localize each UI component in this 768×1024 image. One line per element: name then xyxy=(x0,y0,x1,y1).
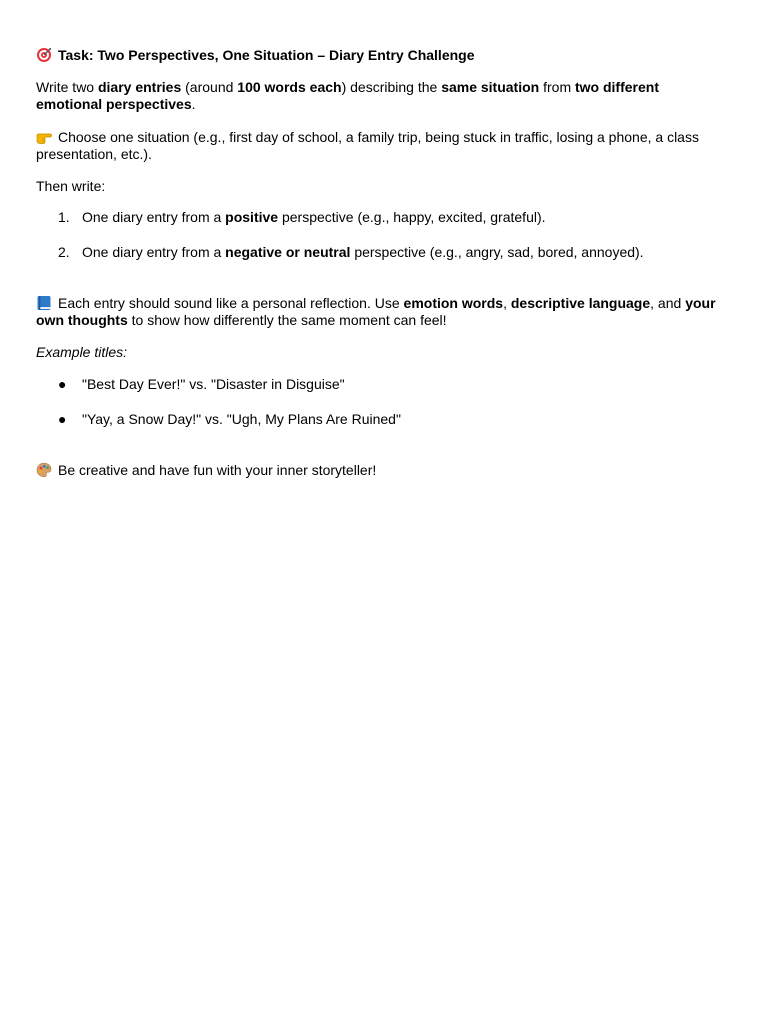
step-bold-positive: positive xyxy=(225,209,279,225)
step-text: perspective (e.g., angry, sad, bored, annoyed). xyxy=(350,244,644,260)
then-write-label: Then write: xyxy=(36,177,106,194)
reflection-text: , xyxy=(503,294,511,311)
choose-situation-paragraph xyxy=(36,129,728,164)
intro-bold-word-count: 100 words each xyxy=(237,78,342,95)
task-title-text: Task: Two Perspectives, One Situation – Diary Entry Challenge xyxy=(58,47,475,63)
intro-text: ) describing the xyxy=(341,78,442,95)
artist-palette-icon xyxy=(36,462,52,478)
intro-text: . xyxy=(191,96,196,112)
closing-paragraph xyxy=(36,462,728,480)
closing-text: Be creative and have fun with your inner storyteller! xyxy=(58,461,377,478)
reflection-paragraph xyxy=(36,295,728,330)
list-item xyxy=(36,244,728,262)
example-titles-label-text: Example titles: xyxy=(36,343,128,360)
example-titles-label xyxy=(36,344,728,362)
list-number: 2. xyxy=(58,244,70,260)
reflection-bold-emotion-words: emotion words xyxy=(403,294,504,311)
intro-text: Write two xyxy=(36,78,98,95)
reflection-text: to show how differently the same moment can feel! xyxy=(127,312,447,328)
intro-bold-perspectives: two different emotional perspectives xyxy=(36,78,659,112)
reflection-bold-own-thoughts: your own thoughts xyxy=(36,294,716,328)
bullet-icon: ● xyxy=(58,376,67,392)
step-text: One diary entry from a xyxy=(82,209,226,225)
spacer xyxy=(36,262,728,295)
choose-situation-text: Choose one situation (e.g., first day of school, a family trip, being stuck in traffic, losing a phone, a class presentation, etc.). xyxy=(36,128,699,162)
example-title-text: "Best Day Ever!" vs. "Disaster in Disguise" xyxy=(82,376,345,392)
target-icon xyxy=(36,47,52,63)
step-bold-negative: negative or neutral xyxy=(225,244,351,260)
step-text: One diary entry from a xyxy=(82,244,226,260)
bullet-icon: ● xyxy=(58,411,67,427)
intro-text: (around xyxy=(181,78,238,95)
spacer xyxy=(36,429,728,462)
entry-steps-list xyxy=(36,209,728,262)
reflection-bold-descriptive-language: descriptive language xyxy=(510,294,651,311)
intro-paragraph xyxy=(36,79,728,114)
blue-book-icon xyxy=(36,295,52,311)
pointing-hand-icon xyxy=(36,129,52,145)
example-titles-list xyxy=(36,376,728,429)
list-item xyxy=(36,376,728,394)
intro-bold-diary-entries: diary entries xyxy=(97,78,182,95)
list-item xyxy=(36,209,728,227)
example-title-text: "Yay, a Snow Day!" vs. "Ugh, My Plans Are Ruined" xyxy=(82,411,401,427)
list-number: 1. xyxy=(58,209,70,225)
reflection-text: Each entry should sound like a personal reflection. Use xyxy=(58,294,404,311)
step-text: perspective (e.g., happy, excited, grateful). xyxy=(278,209,546,225)
intro-bold-same-situation: same situation xyxy=(441,78,540,95)
reflection-text: , and xyxy=(650,294,686,311)
list-item xyxy=(36,411,728,429)
task-title xyxy=(36,47,728,65)
intro-text: from xyxy=(539,78,575,95)
